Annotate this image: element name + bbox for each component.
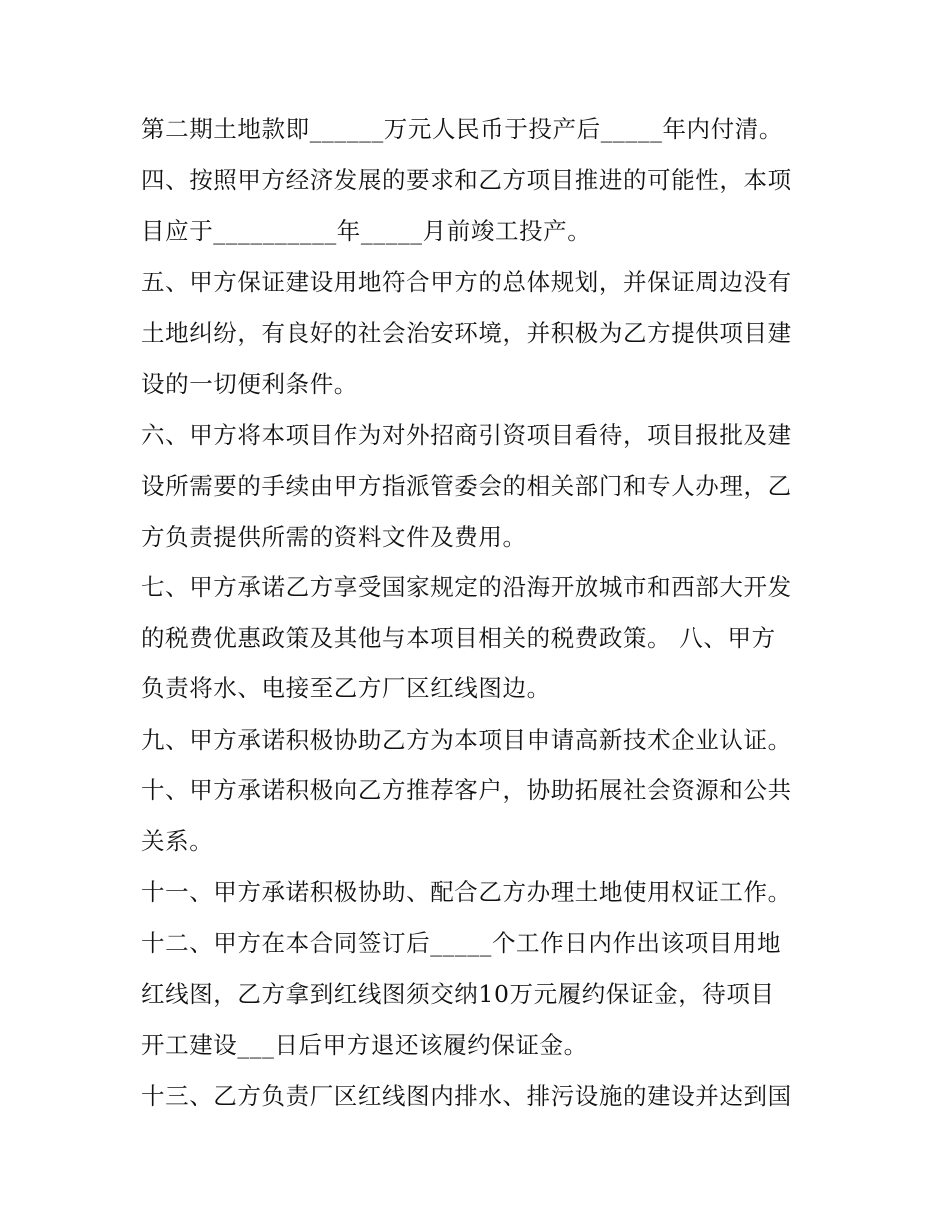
paragraph-line: 红线图，乙方拿到红线图须交纳10万元履约保证金，待项目 (141, 980, 775, 1008)
paragraph-line: 负责将水、电接至乙方厂区红线图边。 (141, 674, 551, 702)
paragraph-line: 十二、甲方在本合同签订后_____个工作日内作出该项目用地 (141, 929, 782, 957)
paragraph-line: 七、甲方承诺乙方享受国家规定的沿海开放城市和西部大开发 (141, 573, 792, 601)
paragraph-line: 关系。 (141, 827, 214, 855)
paragraph-line: 十、甲方承诺积极向乙方推荐客户，协助拓展社会资源和公共 (141, 776, 792, 804)
paragraph-line: 土地纠纷，有良好的社会治安环境，并积极为乙方提供项目建 (141, 319, 792, 347)
paragraph-line: 的税费优惠政策及其他与本项目相关的税费政策。 八、甲方 (141, 624, 776, 652)
paragraph-line: 设的一切便利条件。 (141, 370, 358, 398)
paragraph-line: 方负责提供所需的资料文件及费用。 (141, 523, 527, 551)
paragraph-line: 四、按照甲方经济发展的要求和乙方项目推进的可能性，本项 (141, 166, 792, 194)
paragraph-line: 十三、乙方负责厂区红线图内排水、排污设施的建设并达到国 (141, 1082, 792, 1110)
paragraph-line: 设所需要的手续由甲方指派管委会的相关部门和专人办理，乙 (141, 472, 792, 500)
paragraph-line: 开工建设___日后甲方退还该履约保证金。 (141, 1031, 588, 1059)
paragraph-line: 六、甲方将本项目作为对外招商引资项目看待，项目报批及建 (141, 421, 792, 449)
paragraph-line: 第二期土地款即______万元人民币于投产后_____年内付清。 (141, 115, 783, 143)
paragraph-line: 九、甲方承诺积极协助乙方为本项目申请高新技术企业认证。 (141, 726, 792, 754)
paragraph-line: 十一、甲方承诺积极协助、配合乙方办理土地使用权证工作。 (141, 878, 792, 906)
paragraph-line: 五、甲方保证建设用地符合甲方的总体规划，并保证周边没有 (141, 268, 792, 296)
paragraph-line: 目应于__________年_____月前竣工投产。 (141, 217, 592, 245)
